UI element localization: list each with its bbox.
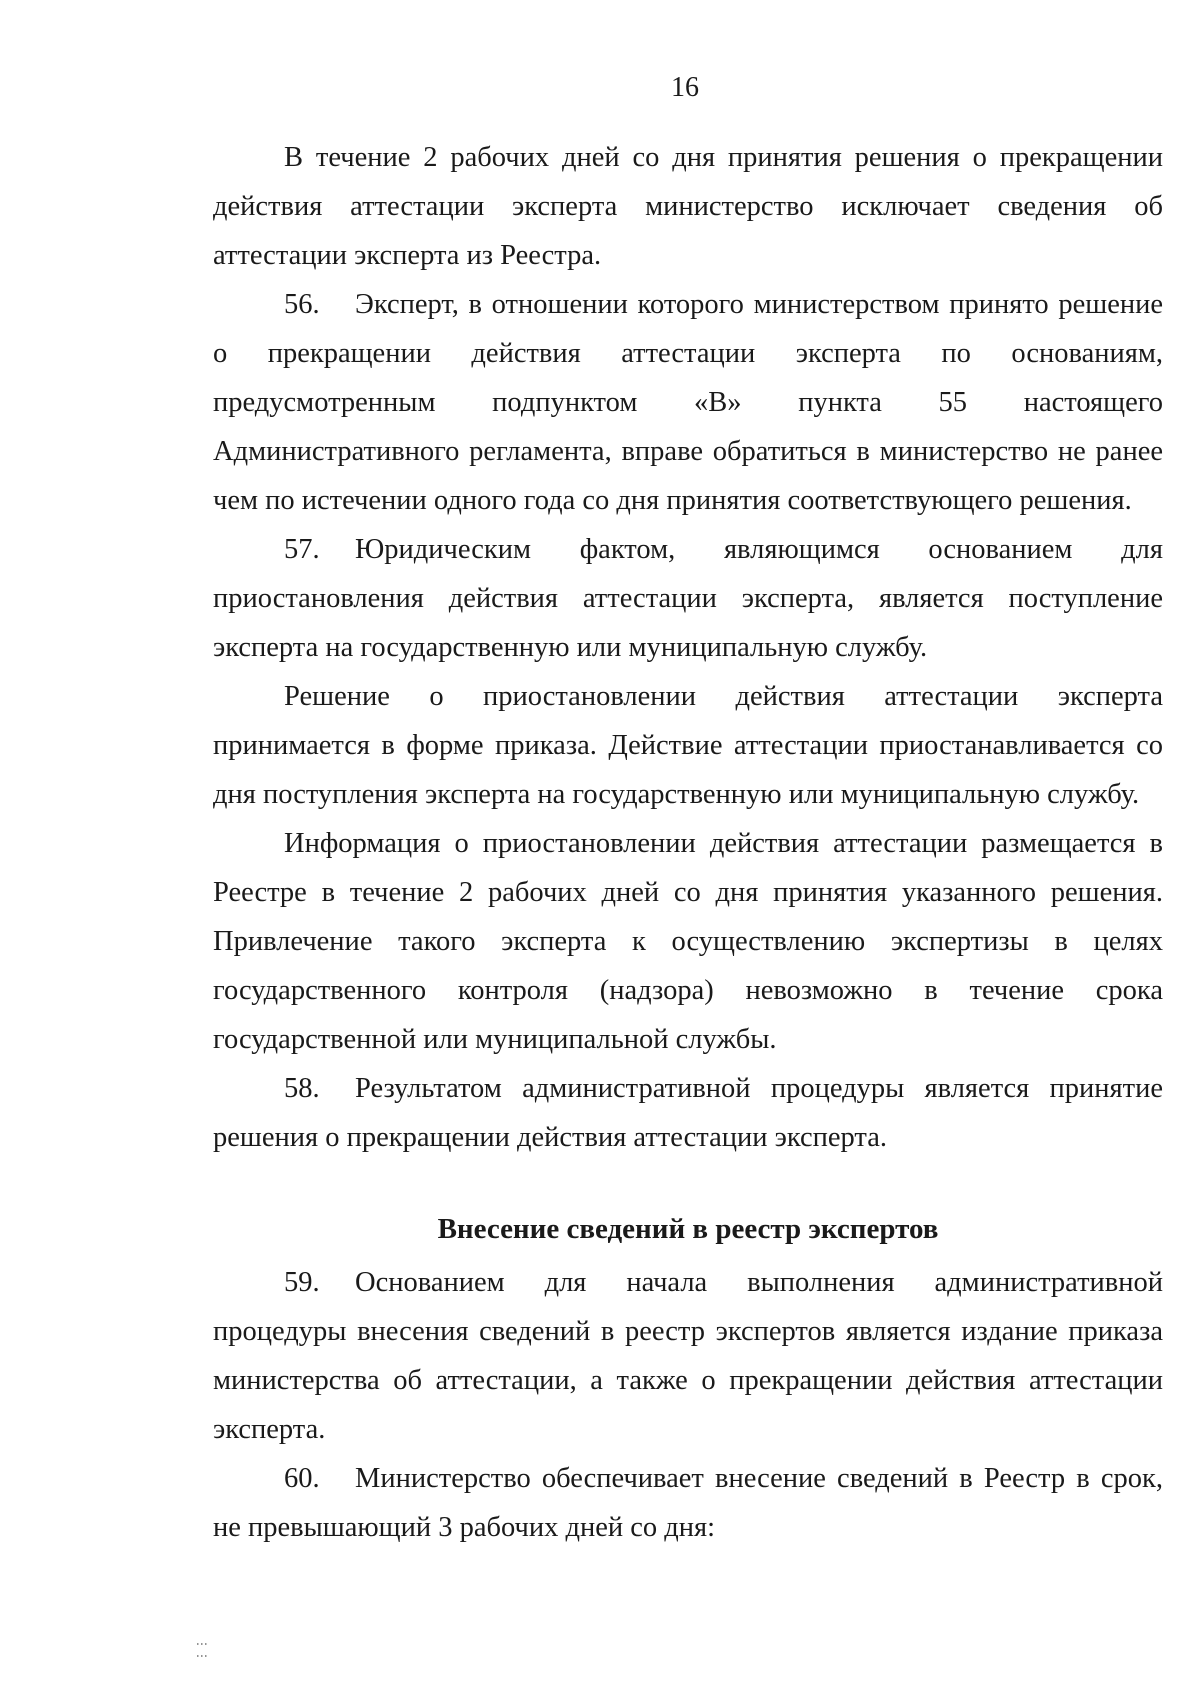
paragraph-57 (213, 525, 1163, 672)
paragraph-57-decision (213, 672, 1163, 819)
paragraph-59 (213, 1258, 1163, 1454)
paragraph-text: Министерство обеспечивает внесение сведений в Реестр в срок, не превышающий 3 рабочих дней со дня: (213, 1463, 1163, 1543)
paragraph-60 (213, 1454, 1163, 1552)
paragraph-text: Эксперт, в отношении которого министерством принято решение о прекращении действия аттестации эксперта по основаниям, предусмотренным подпунктом «В» пункта 55 настоящего Административного регламента, вправе обратиться в министерство не ранее чем по истечении одного года со дня принятия соответствующего решения. (213, 289, 1163, 516)
paragraph-continuation (213, 133, 1163, 280)
paragraph-number: 60. (284, 1463, 320, 1494)
paragraph-text: Решение о приостановлении действия аттестации эксперта принимается в форме приказа. Действие аттестации приостанавливается со дня поступления эксперта на государственную или муниципальную службу. (213, 681, 1163, 810)
paragraph-number: 58. (284, 1073, 320, 1104)
document-body (213, 133, 1163, 1552)
paragraph-58 (213, 1064, 1163, 1162)
paragraph-text: Информация о приостановлении действия аттестации размещается в Реестре в течение 2 рабочих дней со дня принятия указанного решения. Привлечение такого эксперта к осуществлению экспертизы в целях государственного контроля (надзора) невозможно в течение срока государственной или муниципальной службы. (213, 828, 1163, 1055)
paragraph-text: Юридическим фактом, являющимся основанием для приостановления действия аттестации эксперта, является поступление эксперта на государственную или муниципальную службу. (213, 534, 1163, 663)
paragraph-number: 56. (284, 289, 320, 320)
scan-margin-mark: ⋮⋮ (195, 1638, 209, 1662)
paragraph-text: В течение 2 рабочих дней со дня принятия решения о прекращении действия аттестации эксперта министерство исключает сведения об аттестации эксперта из Реестра. (213, 142, 1163, 271)
page-number: 16 (671, 72, 699, 103)
section-heading: Внесение сведений в реестр экспертов (437, 1213, 939, 1245)
paragraph-number: 59. (284, 1267, 320, 1298)
paragraph-text: Результатом административной процедуры является принятие решения о прекращении действия аттестации эксперта. (213, 1073, 1163, 1153)
paragraph-56 (213, 280, 1163, 525)
paragraph-number: 57. (284, 534, 320, 565)
paragraph-text: Основанием для начала выполнения административной процедуры внесения сведений в реестр экспертов является издание приказа министерства об аттестации, а также о прекращении действия аттестации эксперта. (213, 1267, 1163, 1445)
paragraph-57-information (213, 819, 1163, 1064)
